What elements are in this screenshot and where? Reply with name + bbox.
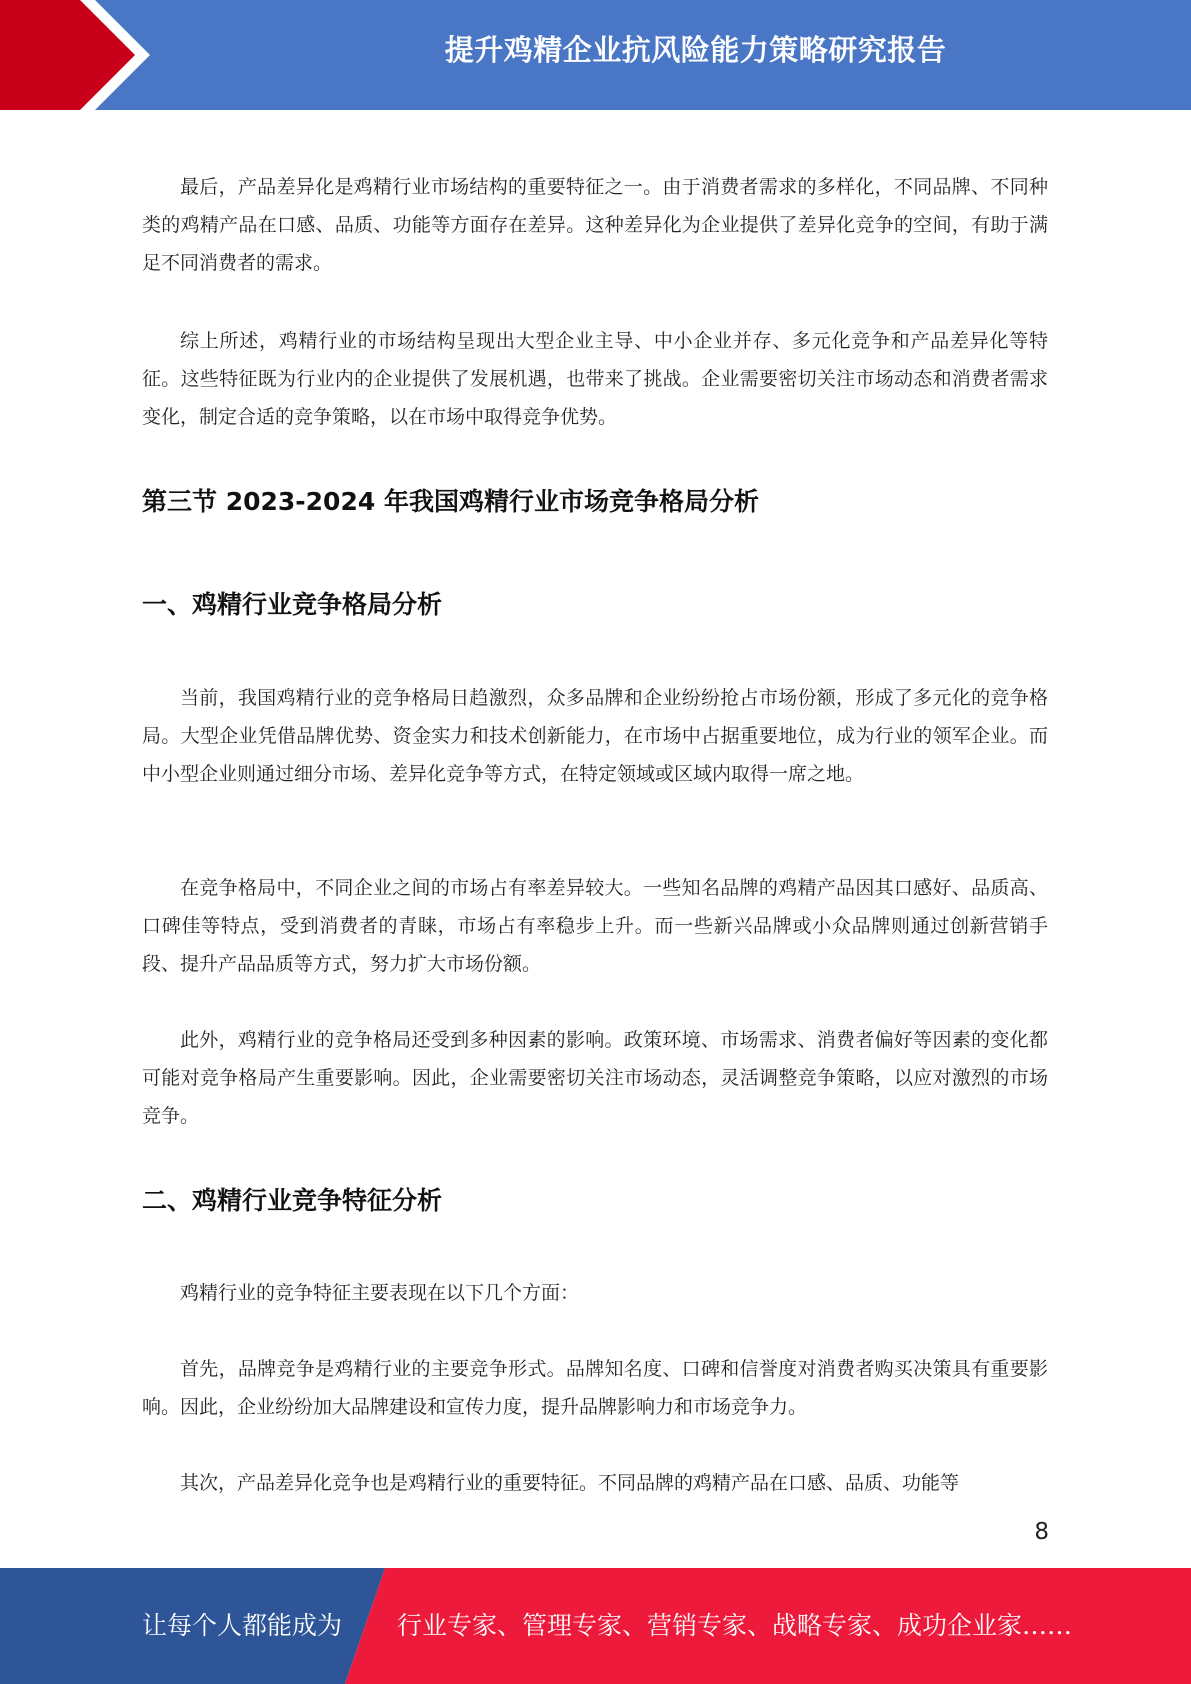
subsection-heading: 一、鸡精行业竞争格局分析 — [142, 590, 443, 619]
paragraph: 首先，品牌竞争是鸡精行业的主要竞争形式。品牌知名度、口碑和信誉度对消费者购买决策具有重要影响。因此，企业纷纷加大品牌建设和宣传力度，提升品牌影响力和市场竞争力。 — [142, 1358, 1048, 1418]
heading-block-2 — [142, 1183, 1048, 1219]
paragraph-block-4 — [142, 869, 1048, 983]
paragraph: 此外，鸡精行业的竞争格局还受到多种因素的影响。政策环境、市场需求、消费者偏好等因素的变化都可能对竞争格局产生重要影响。因此，企业需要密切关注市场动态，灵活调整竞争策略，以应对激烈的市场竞争。 — [142, 1029, 1048, 1127]
paragraph-block-8 — [142, 1464, 1048, 1502]
paragraph: 其次，产品差异化竞争也是鸡精行业的重要特征。不同品牌的鸡精产品在口感、品质、功能等 — [180, 1472, 960, 1494]
paragraph: 综上所述，鸡精行业的市场结构呈现出大型企业主导、中小企业并存、多元化竞争和产品差异化等特征。这些特征既为行业内的企业提供了发展机遇，也带来了挑战。企业需要密切关注市场动态和消费者需求变化，制定合适的竞争策略，以在市场中取得竞争优势。 — [142, 330, 1048, 428]
paragraph-block-6 — [142, 1274, 1048, 1312]
paragraph: 当前，我国鸡精行业的竞争格局日趋激烈，众多品牌和企业纷纷抢占市场份额，形成了多元化的竞争格局。大型企业凭借品牌优势、资金实力和技术创新能力，在市场中占据重要地位，成为行业的领军企业。而中小型企业则通过细分市场、差异化竞争等方式，在特定领域或区域内取得一席之地。 — [142, 687, 1048, 785]
paragraph-block-3 — [142, 679, 1048, 793]
footer-slogan-left: 让每个人都能成为 — [142, 1611, 343, 1640]
paragraph: 鸡精行业的竞争特征主要表现在以下几个方面： — [180, 1282, 580, 1304]
page-header — [0, 0, 1191, 110]
document-title: 提升鸡精企业抗风险能力策略研究报告 — [444, 33, 947, 67]
paragraph-block-1 — [142, 168, 1048, 282]
paragraph-block-5 — [142, 1021, 1048, 1135]
paragraph: 在竞争格局中，不同企业之间的市场占有率差异较大。一些知名品牌的鸡精产品因其口感好、品质高、口碑佳等特点，受到消费者的青睐，市场占有率稳步上升。而一些新兴品牌或小众品牌则通过创新营销手段、提升产品品质等方式，努力扩大市场份额。 — [142, 877, 1048, 975]
page-footer — [0, 1568, 1191, 1684]
paragraph-block-7 — [142, 1350, 1048, 1426]
section-title-block — [142, 484, 1048, 520]
section-title: 第三节 2023-2024 年我国鸡精行业市场竞争格局分析 — [142, 487, 759, 516]
subsection-heading: 二、鸡精行业竞争特征分析 — [142, 1186, 443, 1215]
heading-block-1 — [142, 587, 1048, 623]
footer-slogan-right: 行业专家、管理专家、营销专家、战略专家、成功企业家…… — [397, 1611, 1073, 1640]
paragraph-block-2 — [142, 322, 1048, 436]
paragraph: 最后，产品差异化是鸡精行业市场结构的重要特征之一。由于消费者需求的多样化，不同品牌、不同种类的鸡精产品在口感、品质、功能等方面存在差异。这种差异化为企业提供了差异化竞争的空间，有助于满足不同消费者的需求。 — [142, 176, 1048, 274]
page-number: 8 — [1034, 1519, 1049, 1545]
